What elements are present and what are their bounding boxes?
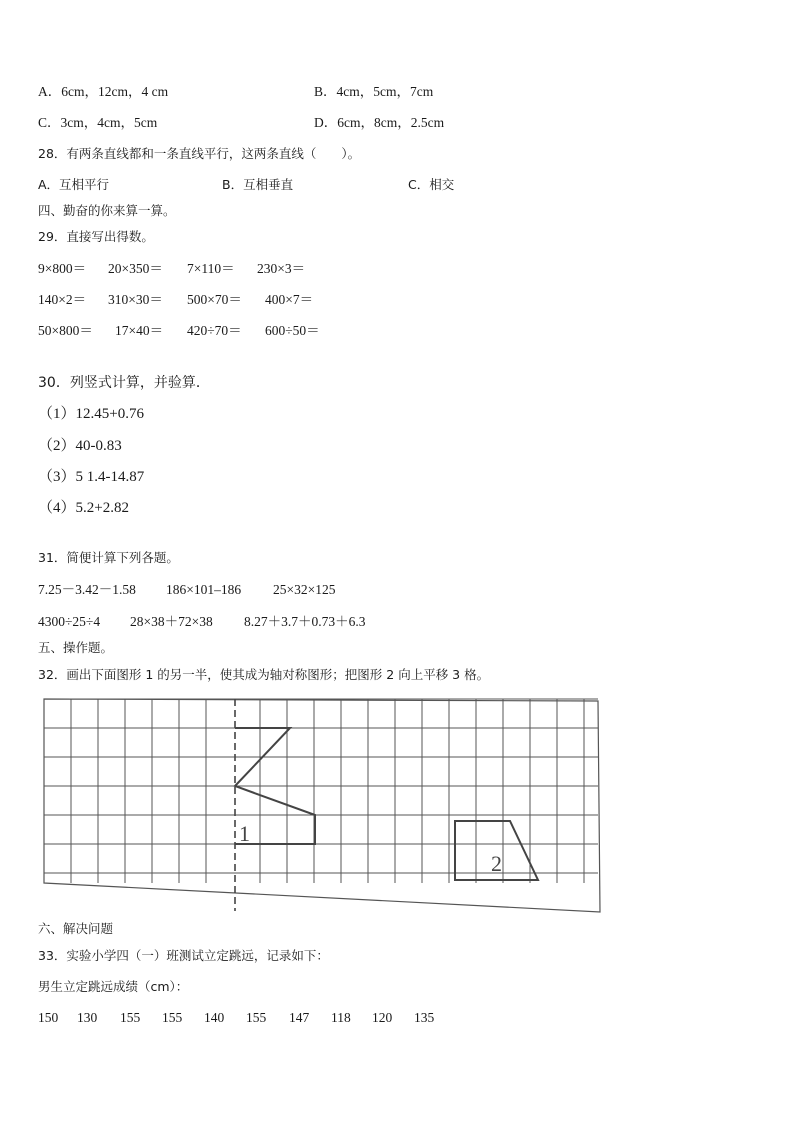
score-6: 155 — [246, 1010, 267, 1025]
q29-r1-c1: 9×800＝ — [38, 261, 87, 276]
q32-question: 32．画出下面图形 1 的另一半，使其成为轴对称图形；把图形 2 向上平移 3 格。 — [38, 667, 490, 682]
q29-r3-c4: 600÷50＝ — [265, 323, 320, 338]
q30-item-2: （2）40-0.83 — [38, 438, 122, 454]
q27-option-d: D．6cm，8cm，2.5cm — [314, 115, 445, 130]
score-8: 118 — [331, 1010, 351, 1025]
q31-r1-c1: 7.25－3.42－1.58 — [38, 582, 136, 597]
q29-r3-c1: 50×800＝ — [38, 323, 93, 338]
grid-lines — [44, 699, 598, 883]
square-grid-figure — [42, 697, 602, 915]
score-2: 130 — [77, 1010, 98, 1025]
q29-r1-c4: 230×3＝ — [257, 261, 306, 276]
score-9: 120 — [372, 1010, 393, 1025]
q29-r2-c1: 140×2＝ — [38, 292, 87, 307]
q31-r2-c1: 4300÷25÷4 — [38, 614, 101, 629]
q28-option-a: A．互相平行 — [38, 177, 110, 192]
q29-r3-c3: 420÷70＝ — [187, 323, 242, 338]
q27-option-a: A．6cm，12cm，4 cm — [38, 84, 169, 99]
q29-question: 29．直接写出得数。 — [38, 229, 154, 244]
figure-2-label: 2 — [491, 851, 502, 876]
q28-option-b: B．互相垂直 — [222, 177, 294, 192]
section-5-heading: 五、操作题。 — [38, 640, 114, 655]
q29-r1-c3: 7×110＝ — [187, 261, 235, 276]
score-10: 135 — [414, 1010, 435, 1025]
score-1: 150 — [38, 1010, 59, 1025]
q29-r3-c2: 17×40＝ — [115, 323, 164, 338]
score-3: 155 — [120, 1010, 141, 1025]
q28-option-c: C．相交 — [408, 177, 455, 192]
q31-r1-c3: 25×32×125 — [273, 582, 336, 597]
q29-r2-c2: 310×30＝ — [108, 292, 163, 307]
q33-question: 33．实验小学四（一）班测试立定跳远，记录如下： — [38, 948, 329, 963]
q30-item-1: （1）12.45+0.76 — [38, 406, 144, 422]
q27-option-b: B．4cm，5cm，7cm — [314, 84, 434, 99]
q31-r2-c2: 28×38＋72×38 — [130, 614, 213, 629]
section-6-heading: 六、解决问题 — [38, 921, 114, 936]
score-5: 140 — [204, 1010, 225, 1025]
q31-question: 31．简便计算下列各题。 — [38, 550, 179, 565]
q27-option-c: C．3cm，4cm，5cm — [38, 115, 158, 130]
q30-item-3: （3）5 1.4-14.87 — [38, 469, 145, 485]
q33-subtitle: 男生立定跳远成绩（cm）： — [38, 979, 189, 994]
q29-r2-c4: 400×7＝ — [265, 292, 314, 307]
q29-r2-c3: 500×70＝ — [187, 292, 242, 307]
q31-r1-c2: 186×101–186 — [166, 582, 242, 597]
q31-r2-c3: 8.27＋3.7＋0.73＋6.3 — [244, 614, 366, 629]
q30-item-4: （4）5.2+2.82 — [38, 500, 129, 516]
q28-question: 28．有两条直线都和一条直线平行，这两条直线（ ）。 — [38, 146, 361, 161]
score-4: 155 — [162, 1010, 183, 1025]
figure-1-label: 1 — [239, 821, 250, 846]
score-7: 147 — [289, 1010, 310, 1025]
q30-question: 30．列竖式计算，并验算． — [38, 375, 210, 391]
q29-r1-c2: 20×350＝ — [108, 261, 163, 276]
section-4-heading: 四、勤奋的你来算一算。 — [38, 203, 176, 218]
